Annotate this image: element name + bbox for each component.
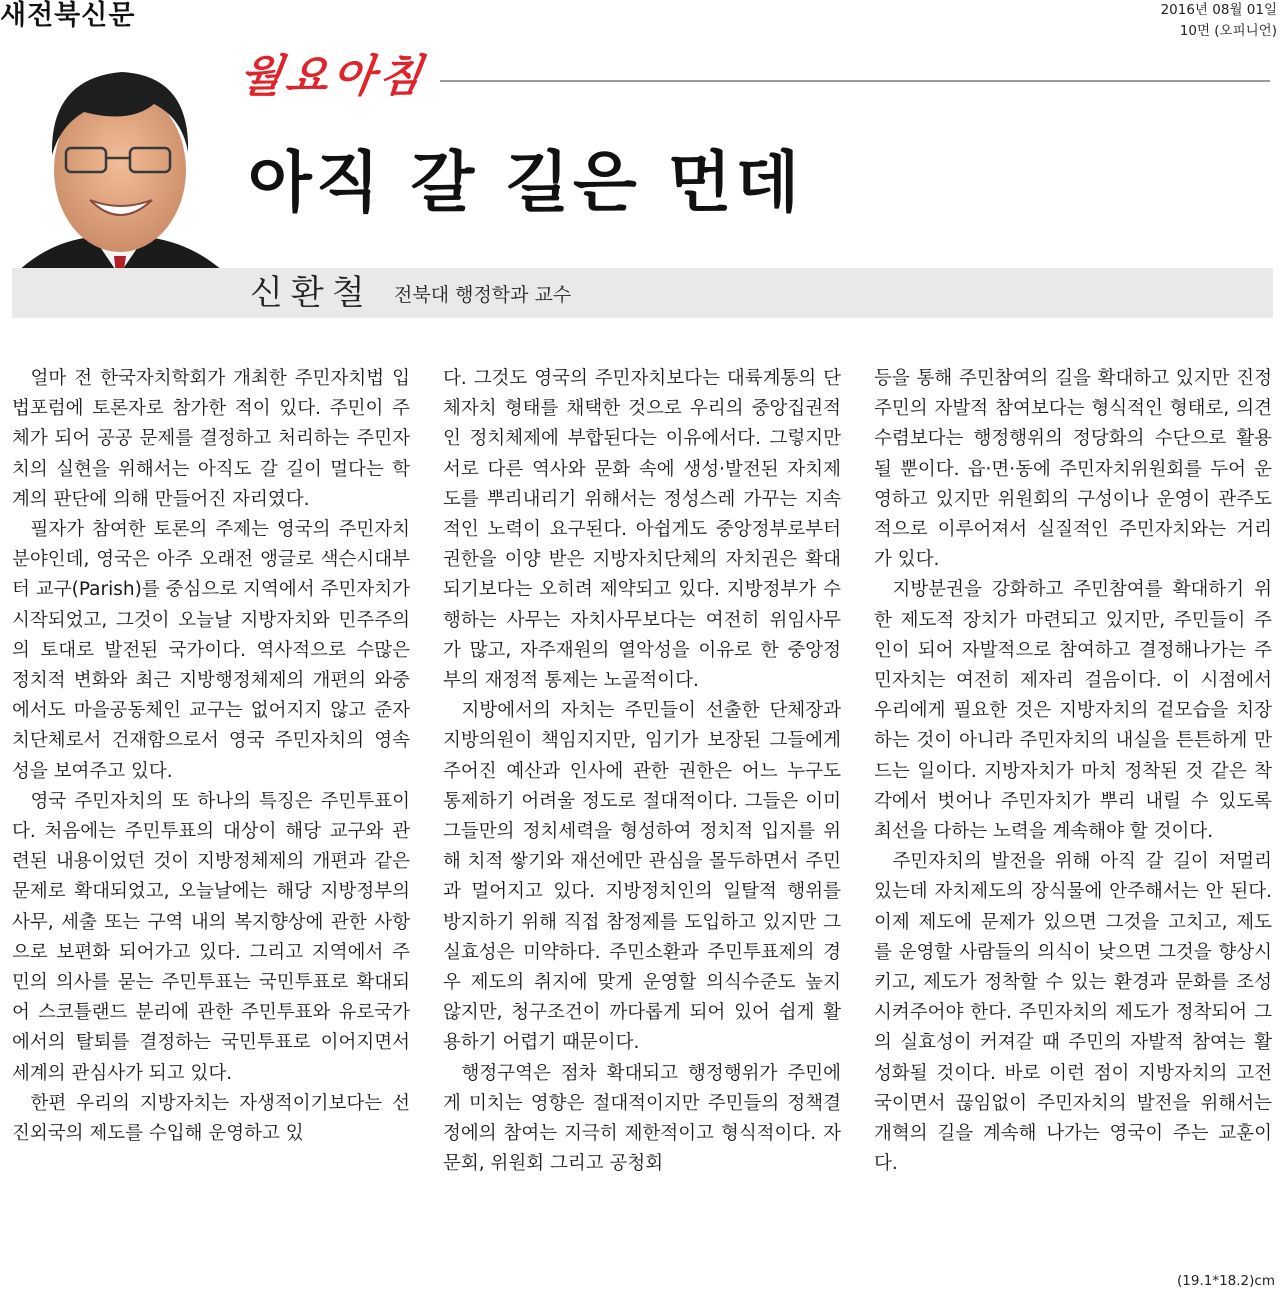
paragraph: 필자가 참여한 토론의 주제는 영국의 주민자치 분야인데, 영국은 아주 오래전 앵글로 색슨시대부터 교구(Parish)를 중심으로 지역에서 주민자치가 시작되었고, 그것이 오늘날 지방자치와 민주주의의 토대로 발전된 국가이다. 역사적으로 수많은 정치적 변화와 최근 지방행정체제의 개편의 와중에서도 마을공동체인 교구는 없어지지 않고 준자치단체로서 건재함으로서 영국 주민자치의 영속성을 보여주고 있다. <box>12 519 410 782</box>
paragraph: 주민자치의 발전을 위해 아직 갈 길이 저멀리 있는데 자치제도의 장식물에 안주해서는 안 된다. 이제 제도에 문제가 있으면 그것을 고치고, 제도를 운영할 사람들의 의식이 낮으면 그것을 향상시키고, 제도가 정착할 수 있는 환경과 문화를 조성시켜주어야 한다. 주민자치의 제도가 정착되어 그의 실효성이 커져갈 때 주민의 자발적 참여는 활성화될 것이다. 바로 이런 점이 지방자치의 고전국이면서 끊임없이 주민자치의 발전을 위해서는 개혁의 길을 계속해 나가는 영국이 주는 교훈이다. <box>874 851 1272 1175</box>
paragraph: 지방에서의 자치는 주민들이 선출한 단체장과 지방의원이 책임지지만, 임기가 보장된 그들에게 주어진 예산과 인사에 관한 권한은 어느 누구도 통제하기 어려울 정도로 절대적이다. 그들은 이미 그들만의 정치세력을 형성하여 정치적 입지를 위해 치적 쌓기와 재선에만 관심을 몰두하면서 주민과 멀어지고 있다. 지방정치인의 일탈적 행위를 방지하기 위해 직접 참정제를 도입하고 있지만 그 실효성은 미약하다. 주민소환과 주민투표제의 경우 제도의 취지에 맞게 운영할 의식수준도 높지 않지만, 청구조건이 까다롭게 되어 있어 쉽게 활용하기 어렵기 때문이다. <box>443 700 841 1054</box>
page-section: 10면 (오피니언) <box>1179 23 1277 39</box>
issue-meta <box>1161 0 1277 42</box>
byline-band <box>12 268 1273 318</box>
paragraph: 영국 주민자치의 또 하나의 특징은 주민투표이다. 처음에는 주민투표의 대상이 해당 교구와 관련된 내용이었던 것이 지방정체제의 개편과 같은 문제로 확대되었고, 오늘날에는 해당 지방정부의 사무, 세출 또는 구역 내의 복지향상에 관한 사항으로 보편화 되어가고 있다. 그리고 지역에서 주민의 의사를 묻는 주민투표는 국민투표로 확대되어 스코틀랜드 분리에 관한 주민투표와 유로국가에서의 탈퇴를 결정하는 국민투표로 이어지면서 세계의 관심사가 되고 있다. <box>12 790 410 1084</box>
paragraph: 얼마 전 한국자치학회가 개최한 주민자치법 입법포럼에 토론자로 참가한 적이 있다. 주민이 주체가 되어 공공 문제를 결정하고 처리하는 주민자치의 실현을 위해서는 아직도 갈 길이 멀다는 학계의 판단에 의해 만들어진 자리였다. <box>12 368 410 510</box>
paragraph: 한편 우리의 지방자치는 자생적이기보다는 선진외국의 제도를 수입해 운영하고 있 <box>12 1092 410 1145</box>
paragraph-continued: 다. 그것도 영국의 주민자치보다는 대륙계통의 단체자치 형태를 채택한 것으로 우리의 중앙집권적인 정치체제에 부합된다는 이유에서다. 그렇지만 서로 다른 역사와 문화 속에 생성·발전된 자치제도를 뿌리내리기 위해서는 정성스레 가꾸는 지속적인 노력이 요구된다. 아쉽게도 중앙정부로부터 권한을 이양 받은 지방자치단체의 자치권은 확대되기보다는 오히려 제약되고 있다. 지방정부가 수행하는 사무는 자치사무보다는 여전히 위임사무가 많고, 자주재원의 열악성을 이유로 한 중앙정부의 재정적 통제는 노골적이다. <box>443 368 841 692</box>
article-title: 아직 갈 길은 먼데 <box>248 144 804 221</box>
article-column-3 <box>874 364 1272 1264</box>
author-affiliation: 전북대 행정학과 교수 <box>394 284 572 306</box>
paragraph: 지방분권을 강화하고 주민참여를 확대하기 위한 제도적 장치가 마련되고 있지만, 주민들이 주인이 되어 자발적으로 참여하고 결정해나가는 주민자치는 여전히 제자리 걸음이다. 이 시점에서 우리에게 필요한 것은 지방자치의 겉모습을 치장하는 것이 아니라 주민자치의 내실을 튼튼하게 만드는 일이다. 지방자치가 마치 정착된 것 같은 착각에서 벗어나 주민자치가 뿌리 내릴 수 있도록 최선을 다하는 노력을 계속해야 할 것이다. <box>874 579 1272 843</box>
column-kicker: 월요아침 <box>235 51 429 102</box>
clipping-dimensions: (19.1*18.2)cm <box>1177 1273 1275 1289</box>
paragraph-continued: 등을 통해 주민참여의 길을 확대하고 있지만 진정 주민의 자발적 참여보다는 형식적인 형태로, 의견수렴보다는 행정행위의 정당화의 수단으로 활용될 뿐이다. 읍·면·동에 주민자치위원회를 두어 운영하고 있지만 위원회의 구성이나 운영이 관주도적으로 이루어져서 실질적인 주민자치와는 거리가 있다. <box>874 368 1272 571</box>
newspaper-masthead: 새전북신문 <box>0 0 136 31</box>
article-column-2 <box>443 364 841 1264</box>
author-name: 신환철 <box>250 273 373 313</box>
header-rule <box>440 80 1270 82</box>
issue-date: 2016년 08월 01일 <box>1160 2 1277 18</box>
article-column-1 <box>12 364 410 1264</box>
paragraph: 행정구역은 점차 확대되고 행정행위가 주민에게 미치는 영향은 절대적이지만 주민들의 정책결정에의 참여는 지극히 제한적이고 형식적이다. 자문회, 위원회 그리고 공청회 <box>443 1062 841 1175</box>
